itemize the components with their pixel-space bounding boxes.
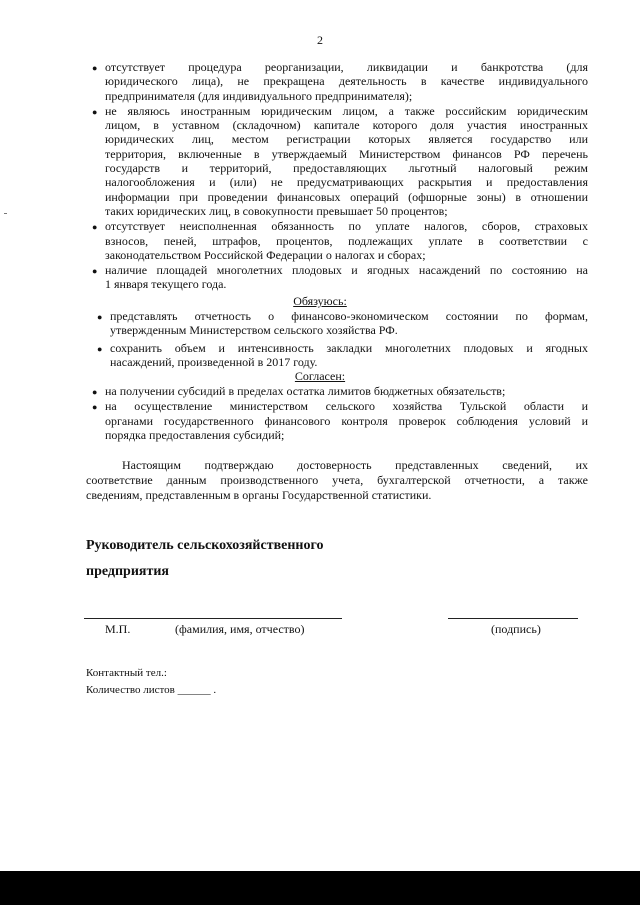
text-line: Настоящим подтверждаю достоверность представленных сведений, их — [122, 458, 588, 472]
scan-border — [0, 871, 640, 905]
text-line: на осуществление министерством сельского хозяйства Тульской области и — [105, 399, 588, 414]
text-line: наличие площадей многолетних плодовых и ягодных насаждений по состоянию на — [105, 263, 588, 278]
bullet-icon: ● — [92, 266, 98, 277]
text-line: на получении субсидий в пределах остатка лимитов бюджетных обязательств; — [105, 384, 506, 398]
text-line: органами государственного финансового контроля проверок соблюдения условий и — [105, 413, 588, 428]
text-line: территория, включенные в утверждаемый Министерством финансов РФ перечень — [105, 146, 588, 161]
list-item — [92, 384, 588, 398]
text-line: государств и территорий, предоставляющих льготный налоговый режим — [105, 161, 588, 176]
text-line: информации при проведении финансовых операций (офшорные зоны) в отношении — [105, 189, 588, 204]
text-line: 1 января текущего года. — [105, 277, 227, 292]
text-line: соответствие данным производственного учета, бухгалтерской отчетности, а также — [86, 473, 588, 487]
bullet-icon: ● — [92, 106, 98, 117]
text-line: сведениям, представленным в органы Государственной статистики. — [86, 488, 432, 502]
bullet-icon: ● — [97, 343, 103, 354]
text-line: насаждений, произведенной в 2017 году. — [110, 354, 318, 369]
scan-artifact — [4, 213, 7, 214]
text-line: отсутствует неисполненная обязанность по уплате налогов, сборов, страховых — [105, 219, 588, 234]
bullet-icon: ● — [92, 222, 98, 233]
text-line: лицом, в уставном (складочном) капитале которого доля участия иностранных — [105, 118, 588, 133]
list-item — [92, 399, 588, 442]
obligate-heading: Обязуюсь: — [293, 294, 347, 308]
list-item — [92, 103, 588, 218]
requirements-list — [92, 60, 588, 292]
head-title: предприятия — [86, 564, 169, 579]
name-caption: (фамилия, имя, отчество) — [175, 622, 305, 636]
head-title: Руководитель сельскохозяйственного — [86, 538, 324, 553]
text-line: предпринимателя (для индивидуального предпринимателя); — [105, 88, 413, 103]
agree-heading: Согласен: — [294, 369, 346, 383]
text-line: утвержденным Министерством сельского хозяйства РФ. — [110, 323, 398, 338]
list-item — [97, 309, 588, 338]
seal-label: М.П. — [105, 622, 131, 636]
text-line: представлять отчетность о финансово-экономическом состоянии по формам, — [110, 309, 588, 323]
bullet-icon: ● — [97, 312, 103, 322]
sheet-count-label: Количество листов ______ . — [86, 684, 217, 696]
list-item — [92, 60, 588, 103]
text-line: юридического лица), не прекращена деятельность в качестве индивидуального — [105, 74, 588, 89]
signature-caption: (подпись) — [491, 622, 541, 636]
text-line: взносов, пеней, штрафов, процентов, подлежащих уплате в соответствии с — [105, 233, 588, 248]
text-line: отсутствует процедура реорганизации, ликвидации и банкротства (для — [105, 60, 588, 74]
list-item — [92, 219, 588, 262]
page-number: 2 — [317, 33, 323, 47]
consent-list — [92, 384, 588, 442]
list-item — [97, 340, 588, 370]
text-line: порядка предоставления субсидий; — [105, 427, 285, 442]
bullet-icon: ● — [92, 387, 98, 397]
bullet-icon: ● — [92, 402, 98, 413]
contact-phone-label: Контактный тел.: — [86, 667, 167, 679]
bullet-icon: ● — [92, 63, 98, 73]
text-line: сохранить объем и интенсивность закладки многолетних плодовых и ягодных — [110, 340, 588, 355]
text-line: юридических лиц, местом регистрации которых является государство или — [105, 132, 588, 147]
text-line: таких юридических лиц, в совокупности превышает 50 процентов; — [105, 203, 448, 218]
text-line: налогообложения и (или) не предусматривающих раскрытия и предоставления — [105, 175, 588, 190]
confirmation-paragraph — [86, 458, 588, 503]
text-line: не являюсь иностранным юридическим лицом, а также российским юридическим — [105, 103, 588, 118]
obligations-list — [97, 309, 588, 369]
list-item — [92, 263, 588, 292]
text-line: законодательством Российской Федерации о налогах и сборах; — [105, 247, 426, 262]
name-line — [84, 618, 342, 619]
signature-line — [448, 618, 578, 619]
